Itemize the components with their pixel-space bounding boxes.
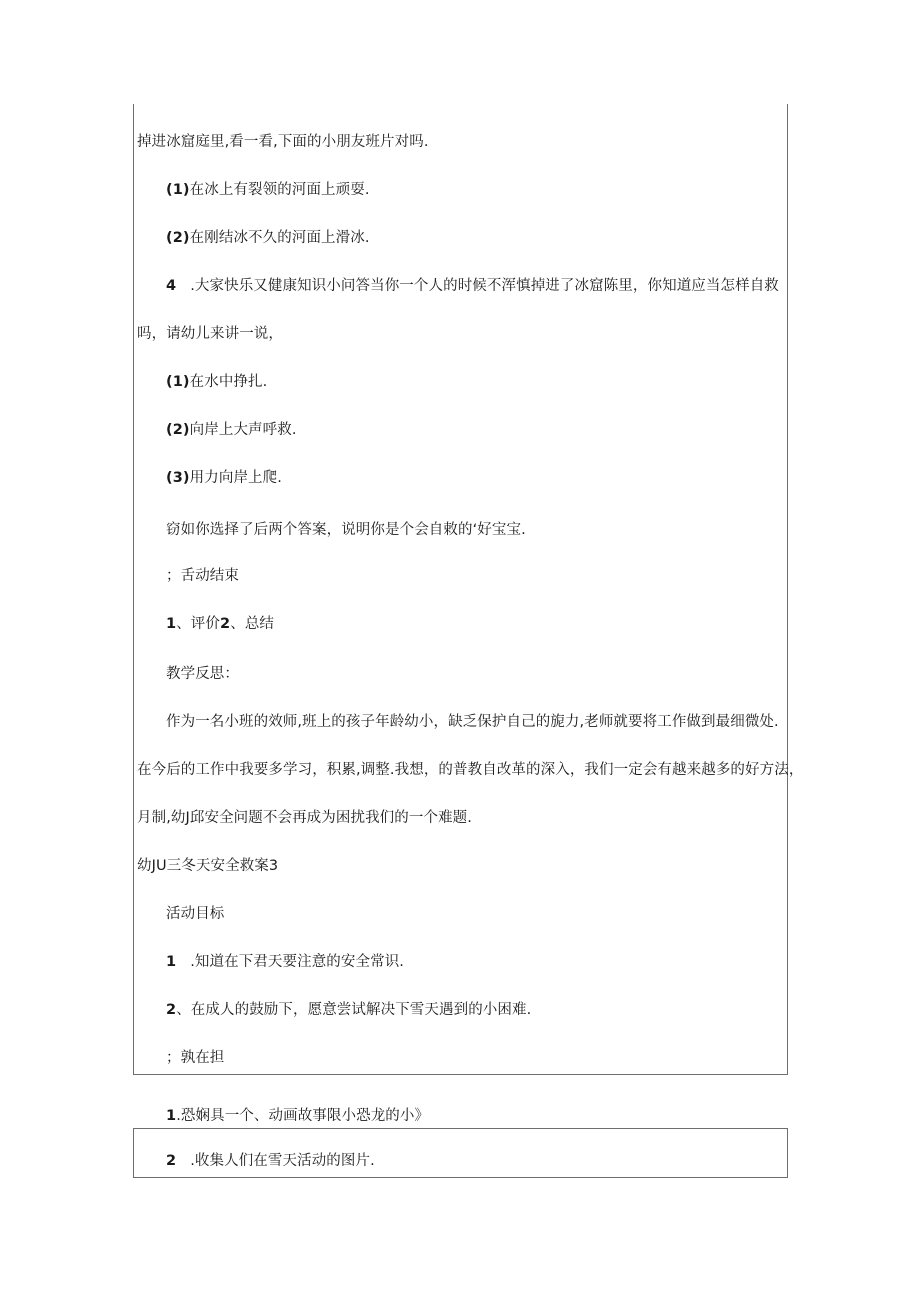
list-item [166, 1151, 375, 1171]
text-line [137, 132, 429, 152]
line-text: 窃如你选择了后两个答案，说明你是个会自敕的‘好宝宝. [166, 522, 526, 538]
text-line [137, 808, 472, 828]
text-line [137, 324, 283, 344]
item-text: 在水中挣扎. [189, 374, 268, 390]
item-number: (3) [166, 470, 190, 486]
list-item [166, 228, 370, 248]
item-text: 、总结 [230, 616, 275, 632]
item-number: 4 [166, 278, 177, 294]
line-text: 活动目标 [166, 906, 225, 922]
line-text: ；孰在担 [166, 1050, 225, 1066]
text-line [166, 520, 526, 540]
content-frame-top [133, 104, 788, 1075]
item-number: 2 [166, 1002, 177, 1018]
item-text: 用力向岸上爬. [189, 470, 282, 486]
list-item [166, 614, 274, 634]
item-text: .知道在下君天要注意的安全常识. [190, 954, 405, 970]
item-text: .收集人们在雪天活动的图片. [190, 1153, 375, 1169]
document-title [137, 856, 278, 876]
text-line [137, 760, 803, 780]
item-text: 在刚结冰不久的河面上滑冰. [189, 230, 370, 246]
line-text: 吗，请幼儿来讲一说， [137, 326, 283, 342]
list-item [166, 952, 404, 972]
item-text: .大家快乐又健康知识小问答当你一个人的时候不浑慎掉进了冰窟陈里，你知道应当怎样自救 [190, 278, 779, 294]
line-text: 月制,幼J邱安全问题不会再成为困扰我们的一个难题. [137, 810, 472, 826]
item-number: (1) [166, 374, 190, 390]
item-number: 1 [166, 1108, 177, 1124]
item-text: 、在成人的鼓励下，愿意尝试解决下雪天遇到的小困难. [176, 1002, 532, 1018]
list-item [166, 276, 779, 296]
item-text: 在冰上有裂领的河面上顽耍. [189, 182, 370, 198]
text-line [166, 712, 779, 732]
list-item [166, 1000, 531, 1020]
item-text: 、评价 [176, 616, 221, 632]
list-item [166, 420, 297, 440]
line-text: ；舌动结束 [166, 568, 239, 584]
list-item [166, 1106, 429, 1126]
item-number: 2 [220, 616, 231, 632]
item-text: 向岸上大声呼救. [189, 422, 297, 438]
list-item [166, 372, 267, 392]
line-text: 教学反思： [166, 666, 239, 682]
item-number: 1 [166, 616, 177, 632]
line-text: 在今后的工作中我要多学习，积累,调整.我想，的普教自改革的深入，我们一定会有越来越多的好方法， [137, 762, 804, 778]
section-heading [166, 566, 239, 586]
item-number: 1 [166, 954, 177, 970]
item-number: (2) [166, 230, 190, 246]
item-number: (1) [166, 182, 190, 198]
line-text: 幼JU三冬天安全救案3 [137, 858, 279, 874]
list-item [166, 180, 370, 200]
item-number: (2) [166, 422, 190, 438]
line-text: 作为一名小班的效师,班上的孩子年龄幼小，缺乏保护自己的旎力,老师就要将工作做到最细微处. [166, 714, 779, 730]
section-heading [166, 664, 239, 684]
line-text: 掉进冰窟庭里,看一看,下面的小朋友班片对吗. [137, 134, 429, 150]
item-text: .恐娴具一个、动画故事限小恐龙的小》 [176, 1108, 430, 1124]
item-number: 2 [166, 1153, 177, 1169]
section-heading [166, 904, 224, 924]
section-heading [166, 1048, 224, 1068]
list-item [166, 468, 282, 488]
